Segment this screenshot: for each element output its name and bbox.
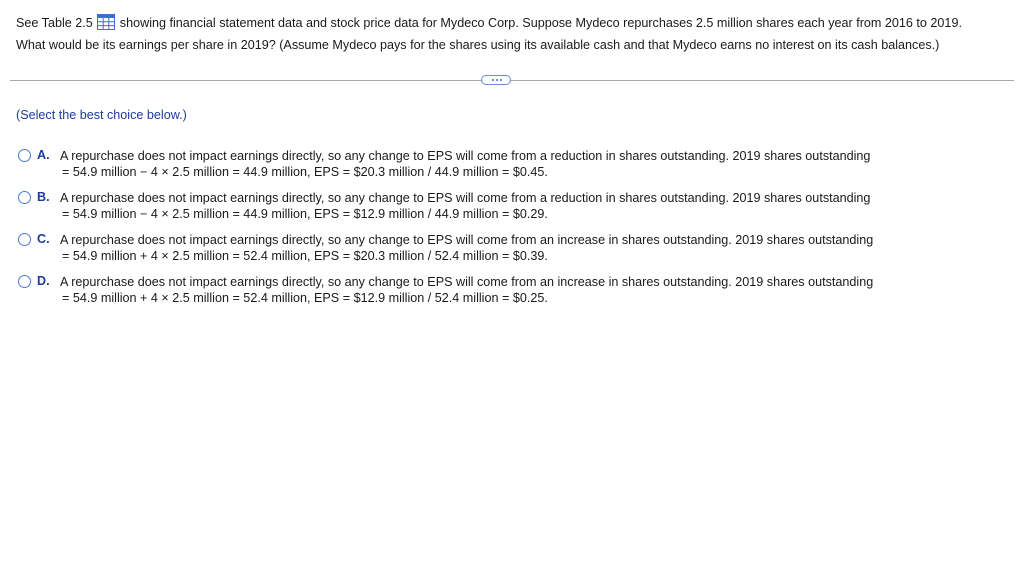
ellipsis-icon: [500, 79, 502, 81]
choice-text-line-1: A repurchase does not impact earnings directly, so any change to EPS will come from a reduction in shares outstanding. 2019 shares outstanding: [60, 191, 871, 205]
ellipsis-icon: [496, 79, 498, 81]
choice-text: [60, 190, 870, 222]
choice-text-line-2: = 54.9 million − 4 × 2.5 million = 44.9 million, EPS = $12.9 million / 44.9 million = $0.29.: [62, 207, 548, 221]
choice-text-line-1: A repurchase does not impact earnings directly, so any change to EPS will come from a reduction in shares outstanding. 2019 shares outstanding: [60, 149, 871, 163]
radio-button-d[interactable]: [18, 275, 31, 288]
choice-text-line-1: A repurchase does not impact earnings directly, so any change to EPS will come from an increase in shares outstanding. 2019 shares outstanding: [60, 233, 874, 247]
choice-letter: D.: [37, 274, 50, 288]
answer-choices: [18, 146, 1008, 314]
instruction-text: (Select the best choice below.): [16, 108, 187, 122]
question-prefix: See Table 2.5: [16, 16, 93, 30]
choice-text-line-2: = 54.9 million + 4 × 2.5 million = 52.4 million, EPS = $12.9 million / 52.4 million = $0.25.: [62, 291, 548, 305]
question-line-1-rest: showing financial statement data and stock price data for Mydeco Corp. Suppose Mydeco repurchases 2.5 million shares each year from 2016 to 2019.: [119, 16, 962, 30]
more-options-button[interactable]: [481, 75, 511, 85]
choice-text-line-1: A repurchase does not impact earnings directly, so any change to EPS will come from an increase in shares outstanding. 2019 shares outstanding: [60, 275, 874, 289]
question-line-2: What would be its earnings per share in 2019? (Assume Mydeco pays for the shares using its available cash and that Mydeco earns no interest on its cash balances.): [16, 38, 940, 52]
radio-button-b[interactable]: [18, 191, 31, 204]
choice-text-line-2: = 54.9 million + 4 × 2.5 million = 52.4 million, EPS = $20.3 million / 52.4 million = $0.39.: [62, 249, 548, 263]
choice-b[interactable]: [18, 188, 1008, 230]
ellipsis-icon: [492, 79, 494, 81]
choice-letter: C.: [37, 232, 50, 246]
choice-text: [60, 232, 873, 264]
question-line-1: [16, 12, 1011, 34]
radio-button-a[interactable]: [18, 149, 31, 162]
table-grid-icon[interactable]: [97, 14, 115, 30]
choice-d[interactable]: [18, 272, 1008, 314]
radio-button-c[interactable]: [18, 233, 31, 246]
section-divider: [10, 73, 1014, 89]
choice-letter: A.: [37, 148, 50, 162]
choice-text: [60, 274, 873, 306]
choice-c[interactable]: [18, 230, 1008, 272]
choice-a[interactable]: [18, 146, 1008, 188]
choice-text: [60, 148, 870, 180]
divider-line: [10, 80, 1014, 81]
question-text: [16, 12, 1011, 56]
choice-text-line-2: = 54.9 million − 4 × 2.5 million = 44.9 million, EPS = $20.3 million / 44.9 million = $0.45.: [62, 165, 548, 179]
choice-letter: B.: [37, 190, 50, 204]
